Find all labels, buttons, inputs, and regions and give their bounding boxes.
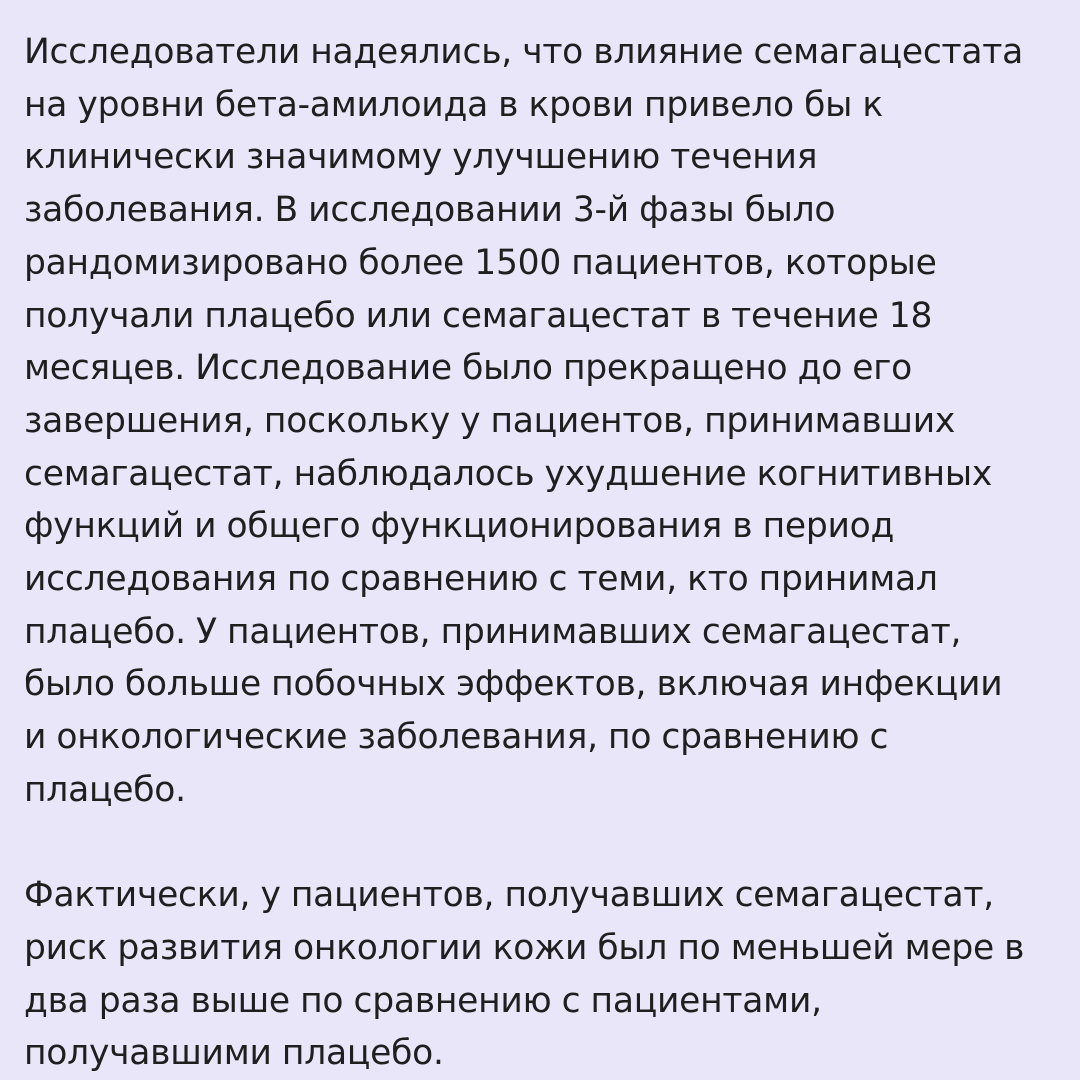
paragraph-skin-cancer-risk: Фактически, у пациентов, получавших семагацестат, риск развития онкологии кожи был по меньшей мере в два раза выше по сравнению с пациентами, получавшими плацебо. [24,875,1025,1074]
paragraph-semagacestat-trial: Исследователи надеялись, что влияние семагацестата на уровни бета-амилоида в крови привело бы к клинически значимому улучшению течения заболевания. В исследовании 3-й фазы было рандомизировано более 1500 пациентов, которые получали плацебо или семагацестат в течение 18 месяцев. Исследование было прекращено до его завершения, поскольку у пациентов, принимавших семагацестат, наблюдалось ухудшение когнитивных функций и общего функционирования в период исследования по сравнению с теми, кто принимал плацебо. У пациентов, принимавших семагацестат, было больше побочных эффектов, включая инфекции и онкологические заболевания, по сравнению с плацебо. [24,32,1024,810]
